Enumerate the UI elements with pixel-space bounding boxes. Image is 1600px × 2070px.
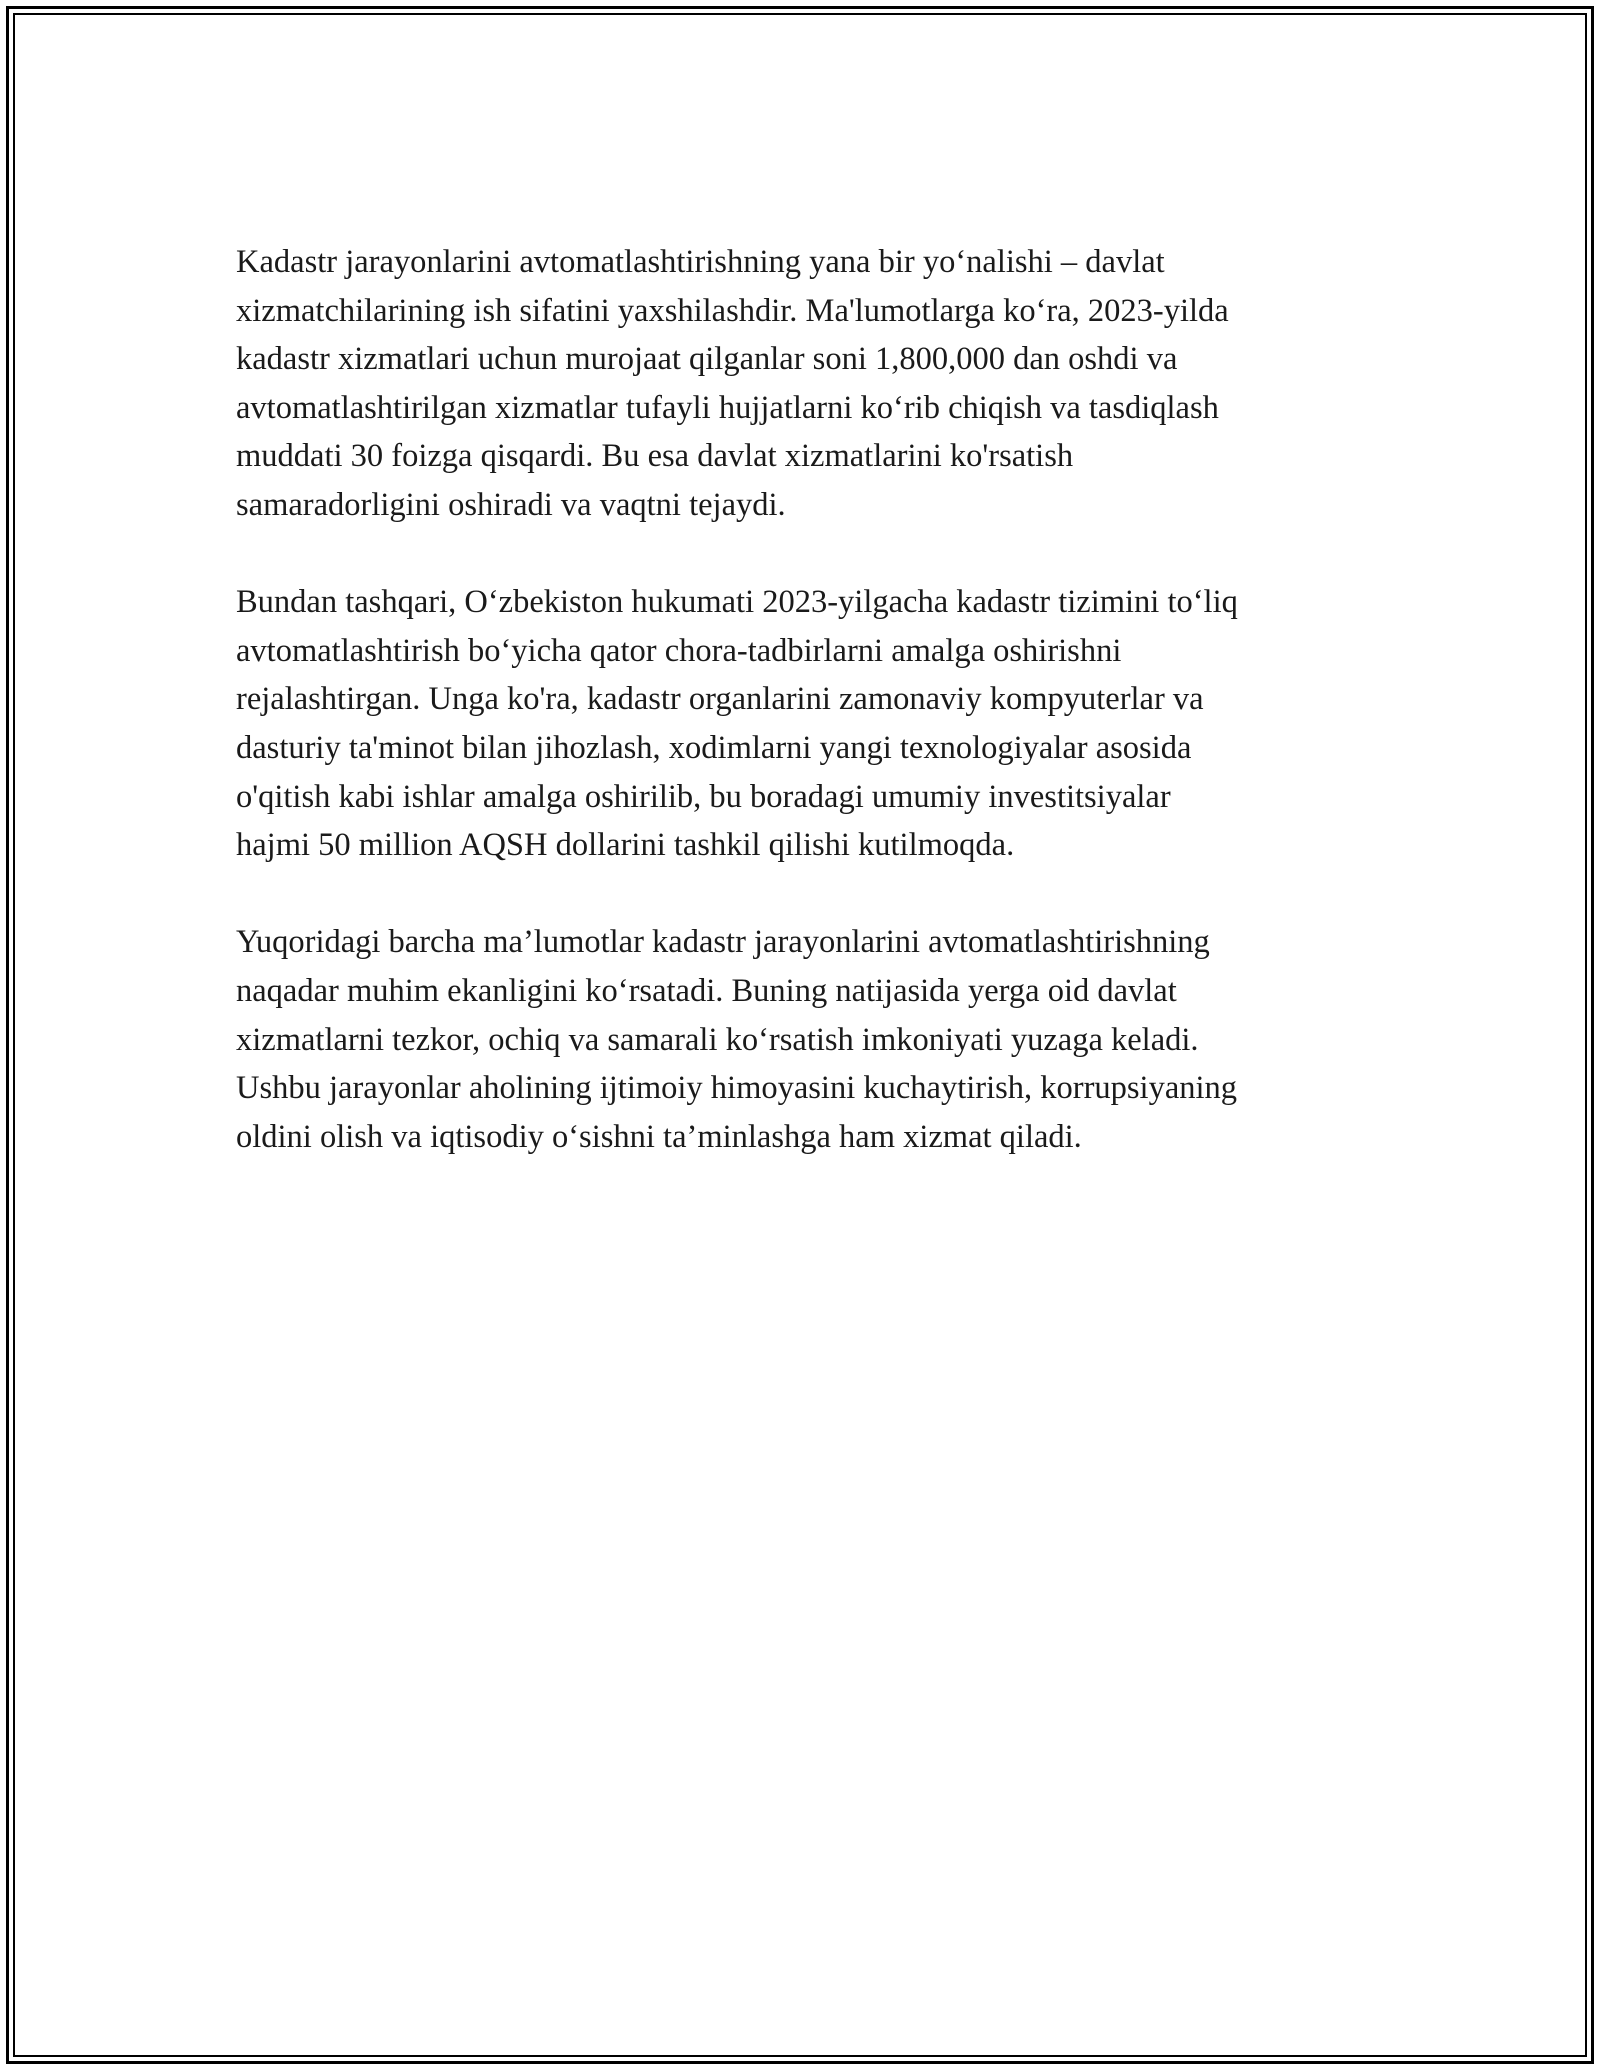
paragraph-2: Bundan tashqari, O‘zbekiston hukumati 2023-yilgacha kadastr tizimini to‘liq avtomatlashtirish bo‘yicha qator chora-tadbirlarni amalga oshirishni rejalashtirgan. Unga ko'ra, kadastr organlarini zamonaviy kompyuterlar va dasturiy ta'minot bilan jihozlash, xodimlarni yangi texnologiyalar asosida o'qitish kabi ishlar amalga oshirilib, bu boradagi umumiy investitsiyalar hajmi 50 million AQSH dollarini tashkil qilishi kutilmoqda. <box>236 584 1238 864</box>
document-body <box>236 238 1386 1210</box>
paragraph-1: Kadastr jarayonlarini avtomatlashtirishning yana bir yo‘nalishi – davlat xizmatchilarining ish sifatini yaxshilashdir. Ma'lumotlarga ko‘ra, 2023-yilda kadastr xizmatlari uchun murojaat qilganlar soni 1,800,000 dan oshdi va avtomatlashtirilgan xizmatlar tufayli hujjatlarni ko‘rib chiqish va tasdiqlash muddati 30 foizga qisqardi. Bu esa davlat xizmatlarini ko'rsatish samaradorligini oshiradi va vaqtni tejaydi. <box>236 244 1229 523</box>
paragraph-3: Yuqoridagi barcha ma’lumotlar kadastr jarayonlarini avtomatlashtirishning naqadar muhim ekanligini ko‘rsatadi. Buning natijasida yerga oid davlat xizmatlarni tezkor, ochiq va samarali ko‘rsatish imkoniyati yuzaga keladi. Ushbu jarayonlar aholining ijtimoiy himoyasini kuchaytirish, korrupsiyaning oldini olish va iqtisodiy o‘sishni ta’minlashga ham xizmat qiladi. <box>236 924 1238 1155</box>
